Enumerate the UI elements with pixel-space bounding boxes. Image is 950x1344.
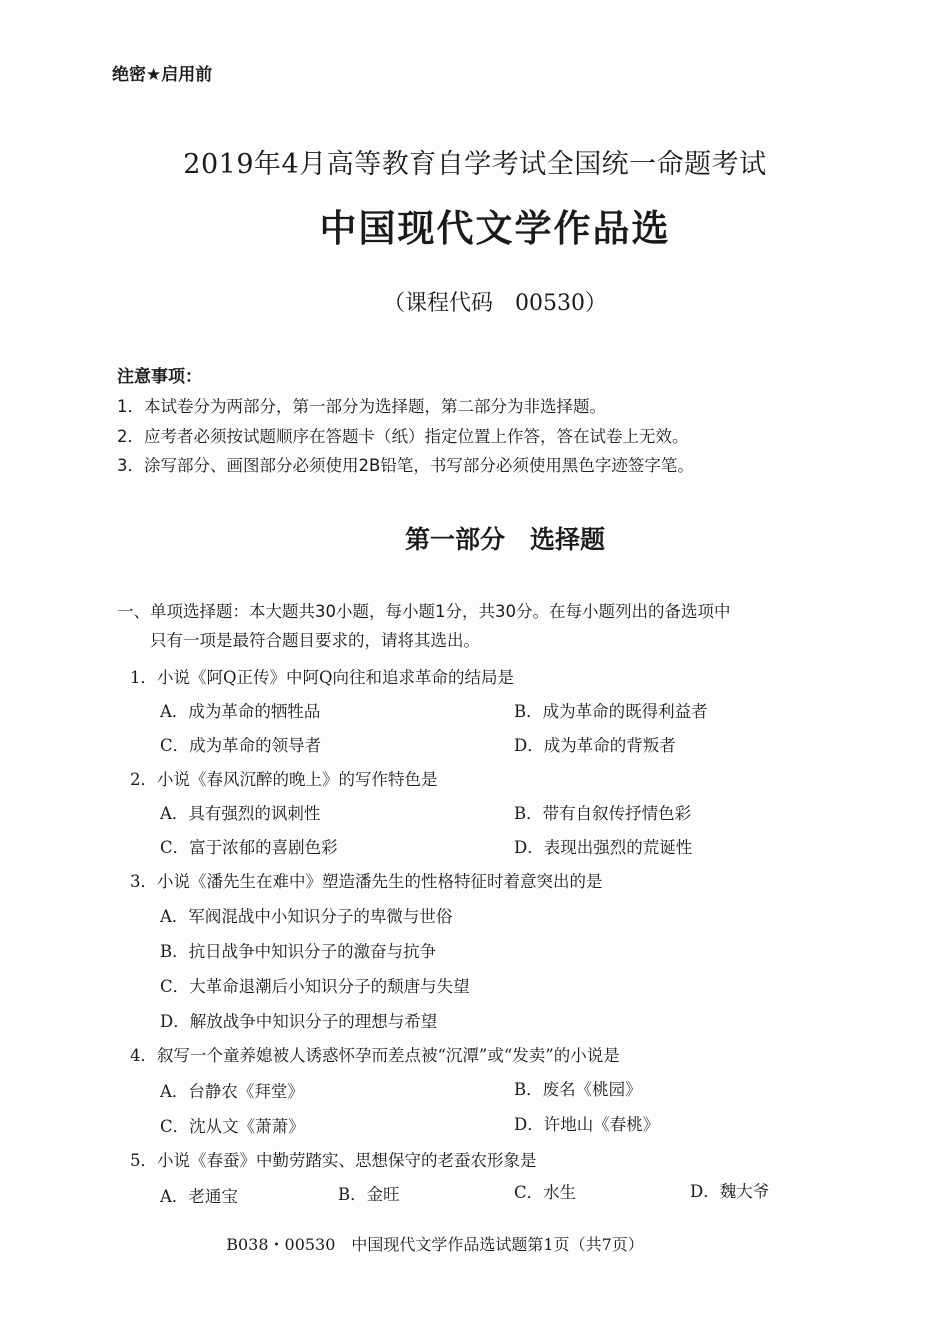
notice-item: 2．应考者必须按试题顺序在答题卡（纸）指定位置上作答，答在试卷上无效。 xyxy=(117,427,689,446)
question-stem: 5．小说《春蚕》中勤劳踏实、思想保守的老蚕农形象是 xyxy=(130,1151,537,1170)
option: D．许地山《春桃》 xyxy=(514,1115,660,1134)
option: A．军阀混战中小知识分子的卑微与世俗 xyxy=(160,907,453,926)
subject-title: 中国现代文学作品选 xyxy=(319,207,671,250)
option: C．沈从文《萧萧》 xyxy=(160,1117,305,1136)
question-stem: 1．小说《阿Q正传》中阿Q向往和追求革命的结局是 xyxy=(130,668,515,687)
option: D．解放战争中知识分子的理想与希望 xyxy=(160,1012,438,1031)
option: A．台静农《拜堂》 xyxy=(160,1082,304,1101)
exam-title: 2019年4月高等教育自学考试全国统一命题考试 xyxy=(183,149,767,180)
option: B．金旺 xyxy=(338,1185,400,1204)
notice-item: 1．本试卷分为两部分，第一部分为选择题，第二部分为非选择题。 xyxy=(117,397,606,416)
part-title: 第一部分 选择题 xyxy=(404,525,605,554)
page-footer: B038・00530 中国现代文学作品选试题第1页（共7页） xyxy=(226,1235,644,1254)
section-instruction-cont: 只有一项是最符合题目要求的，请将其选出。 xyxy=(150,631,480,650)
notice-heading: 注意事项： xyxy=(117,367,202,387)
question-stem: 2．小说《春风沉醉的晚上》的写作特色是 xyxy=(130,770,438,789)
option: B．抗日战争中知识分子的激奋与抗争 xyxy=(160,942,437,961)
question-stem: 4．叙写一个童养媳被人诱惑怀孕而差点被“沉潭”或“发卖”的小说是 xyxy=(130,1046,620,1065)
option: C．大革命退潮后小知识分子的颓唐与失望 xyxy=(160,977,470,996)
option: B．废名《桃园》 xyxy=(514,1080,642,1099)
option: C．富于浓郁的喜剧色彩 xyxy=(160,838,338,857)
option: B．带有自叙传抒情色彩 xyxy=(514,804,692,823)
option: A．老通宝 xyxy=(160,1187,238,1206)
option: D．魏大爷 xyxy=(690,1182,770,1201)
option: D．成为革命的背叛者 xyxy=(514,736,676,755)
course-code: （课程代码 00530） xyxy=(383,291,607,316)
option: C．水生 xyxy=(514,1183,577,1202)
option: B．成为革命的既得利益者 xyxy=(514,702,708,721)
option: C．成为革命的领导者 xyxy=(160,736,322,755)
option: A．成为革命的牺牲品 xyxy=(160,702,321,721)
question-stem: 3．小说《潘先生在难中》塑造潘先生的性格特征时着意突出的是 xyxy=(130,872,603,891)
section-instruction: 一、单项选择题：本大题共30小题，每小题1分，共30分。在每小题列出的备选项中 xyxy=(117,602,731,621)
option: A．具有强烈的讽刺性 xyxy=(160,804,321,823)
secret-mark: 绝密★启用前 xyxy=(112,65,213,85)
notice-item: 3．涂写部分、画图部分必须使用2B铅笔，书写部分必须使用黑色字迹签字笔。 xyxy=(117,456,694,475)
option: D．表现出强烈的荒诞性 xyxy=(514,838,693,857)
